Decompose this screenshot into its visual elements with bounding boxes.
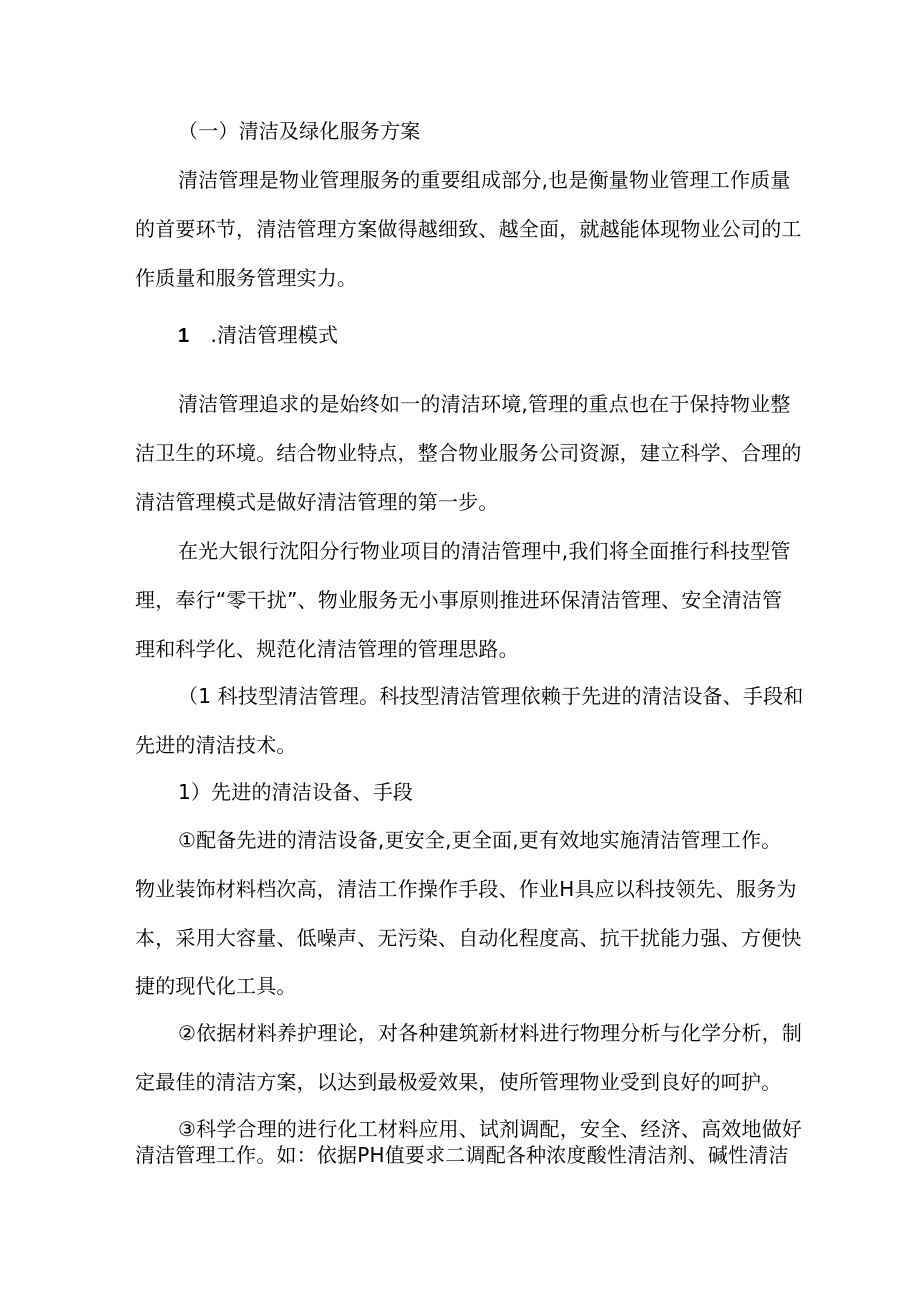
point-1-line-2: 物业装饰材料档次高，清洁工作操作手段、作业Η具应以科技领先、服务为	[135, 877, 797, 901]
subsection-number: 1	[178, 325, 190, 347]
mode-line-1: 清洁管理追求的是始终如一的清洁环境,管理的重点也在于保持物业整	[178, 392, 791, 416]
point-2-line-1: ②依据材料养护理论，对各种建筑新材料进行物理分析与化学分析，制	[178, 1021, 803, 1045]
intro-line-3: 作质量和服务管理实力。	[135, 266, 358, 290]
tech-line-2: 先进的清洁技术。	[135, 733, 297, 757]
point-3-line-2: 清洁管理工作。如：依据PH值要求二调配各种浓度酸性清洁剂、碱性清洁	[135, 1143, 789, 1167]
point-2-line-2: 定最佳的清洁方案，以达到最极爱效果，使所管理物业受到良好的呵护。	[135, 1070, 782, 1094]
point-1-line-4: 捷的现代化工具。	[135, 974, 297, 998]
subsection-heading	[178, 321, 338, 350]
intro-line-2: 的首要环节，清洁管理方案做得越细致、越全面，就越能体现物业公司的工	[135, 217, 802, 241]
project-line-2: 理，奉行“零干扰”、物业服务无小事原则推进环保清洁管理、安全清洁管	[135, 588, 783, 612]
section-title: （一）清洁及绿化服务方案	[178, 119, 421, 143]
point-1-line-1: ①配备先进的清洁设备,更安全,更全面,更有效地实施清洁管理工作。	[178, 828, 782, 852]
item-1-heading: 1）先进的清洁设备、手段	[178, 780, 414, 804]
tech-line-1: （1 科技型清洁管理。科技型清洁管理依赖于先进的清洁设备、手段和	[178, 684, 804, 708]
point-3-line-1: ③科学合理的进行化工材料应用、试剂调配，安全、经济、高效地做好	[178, 1117, 803, 1141]
project-line-3: 理和科学化、规范化清洁管理的管理思路。	[135, 637, 519, 661]
intro-line-1: 清洁管理是物业管理服务的重要组成部分,也是衡量物业管理工作质量	[178, 168, 791, 192]
point-1-line-3: 本，采用大容量、低噪声、无污染、自动化程度高、抗干扰能力强、方便快	[135, 926, 802, 950]
project-line-1: 在光大银行沈阳分行物业项目的清洁管理中,我们将全面推行科技型管	[178, 539, 791, 563]
mode-line-2: 洁卫生的环境。结合物业特点，整合物业服务公司资源，建立科学、合理的	[135, 441, 802, 465]
subsection-title: .清洁管理模式	[210, 323, 339, 347]
mode-line-3: 清洁管理模式是做好清洁管理的第一步。	[135, 490, 499, 514]
